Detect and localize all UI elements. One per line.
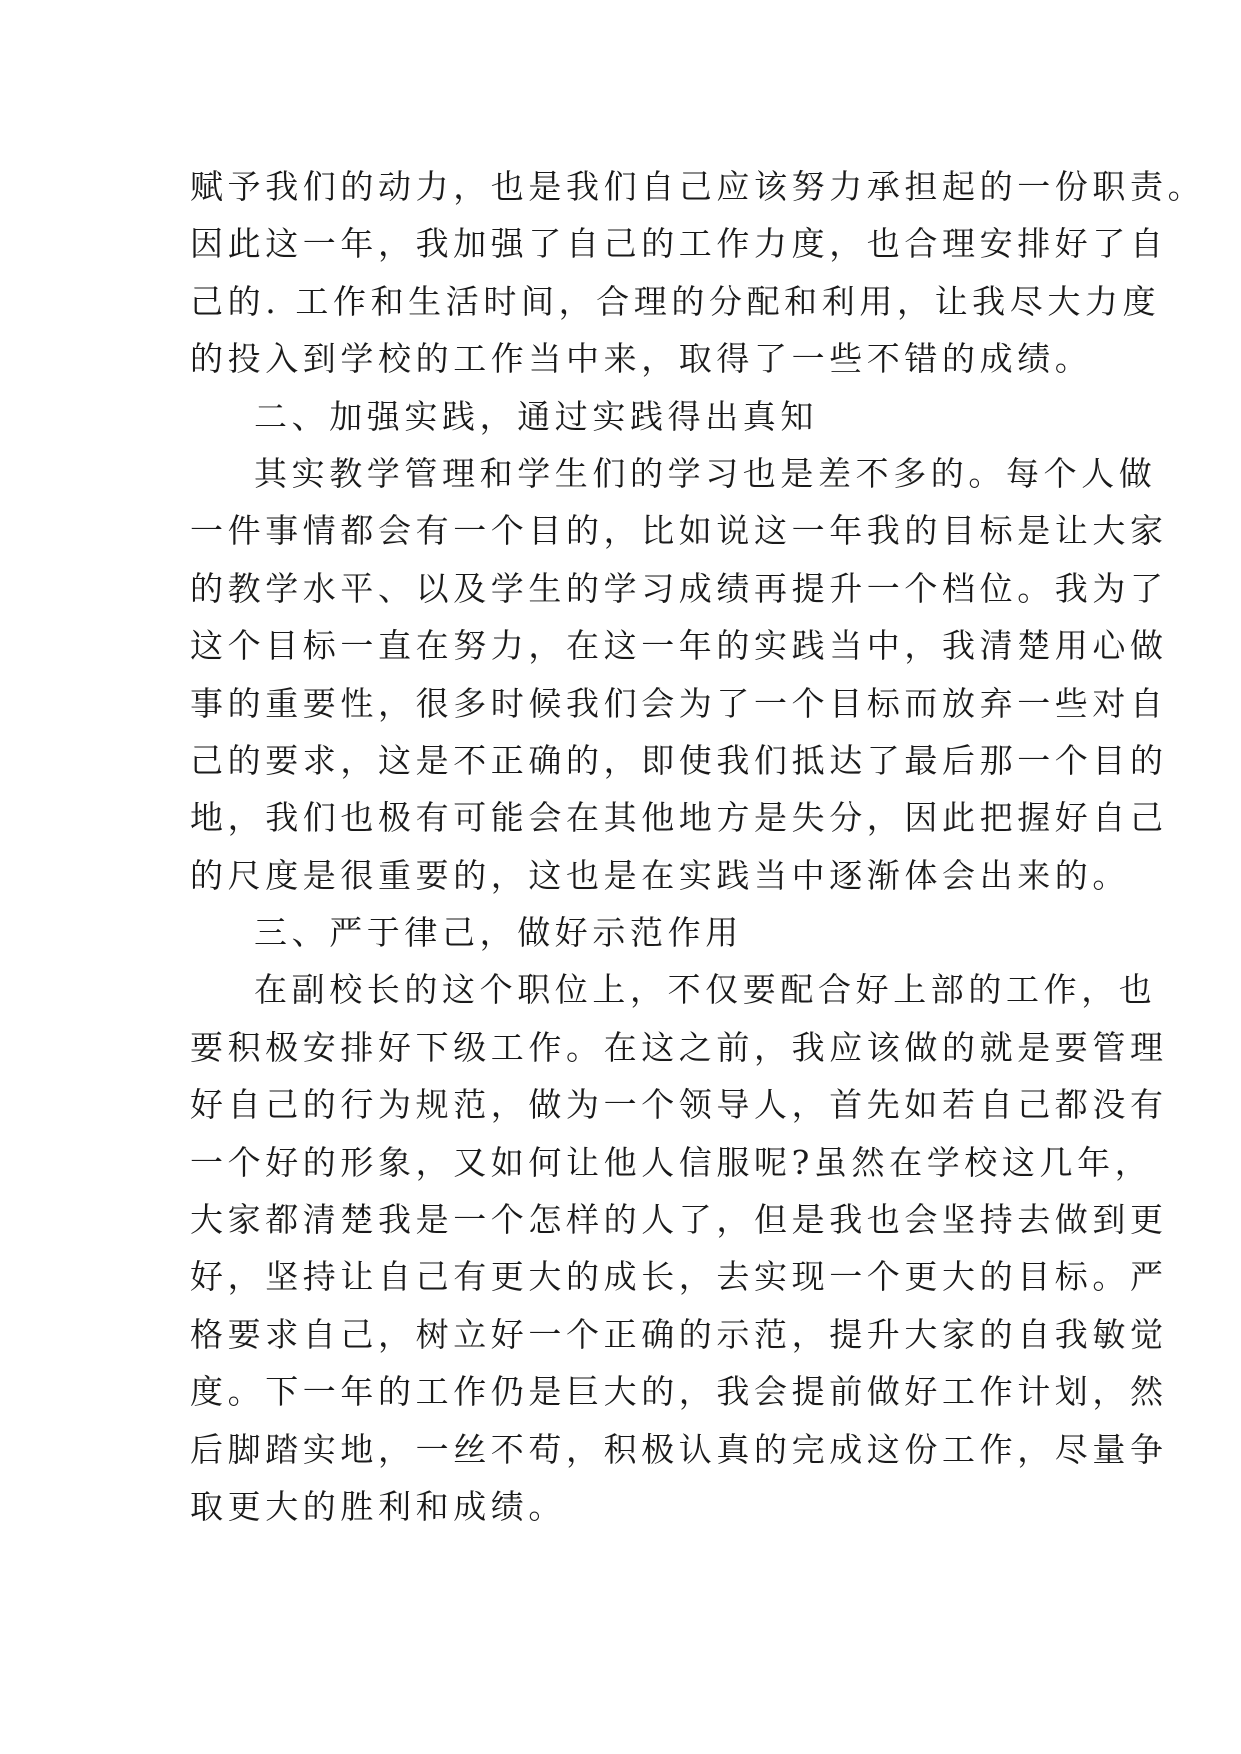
text-line: 取更大的胜利和成绩。	[190, 1486, 566, 1526]
text-line: 地，我们也极有可能会在其他地方是失分，因此把握好自己	[190, 798, 1168, 838]
text-line: 其实教学管理和学生们的学习也是差不多的。每个人做	[254, 453, 1157, 493]
text-line: 一个好的形象，又如何让他人信服呢?虽然在学校这几年，	[190, 1142, 1153, 1182]
section-heading: 三、严于律己，做好示范作用	[254, 913, 743, 953]
text-line: 要积极安排好下级工作。在这之前，我应该做的就是要管理	[190, 1027, 1168, 1067]
document-body	[190, 158, 1206, 1535]
text-line: 大家都清楚我是一个怎样的人了，但是我也会坚持去做到更	[190, 1200, 1168, 1240]
text-line: 的投入到学校的工作当中来，取得了一些不错的成绩。	[190, 339, 1093, 379]
text-line: 赋予我们的动力，也是我们自己应该努力承担起的一份职责。	[190, 167, 1206, 206]
text-line: 的尺度是很重要的，这也是在实践当中逐渐体会出来的。	[190, 855, 1130, 895]
text-line: 一件事情都会有一个目的，比如说这一年我的目标是让大家	[190, 511, 1168, 551]
text-line: 的教学水平、以及学生的学习成绩再提升一个档位。我为了	[190, 568, 1168, 608]
section-heading: 二、加强实践，通过实践得出真知	[254, 396, 818, 436]
text-line: 事的重要性，很多时候我们会为了一个目标而放弃一些对自	[190, 683, 1168, 723]
text-line: 因此这一年，我加强了自己的工作力度，也合理安排好了自	[190, 224, 1168, 264]
text-line: 好自己的行为规范，做为一个领导人，首先如若自己都没有	[190, 1085, 1168, 1125]
text-line: 己的. 工作和生活时间，合理的分配和利用，让我尽大力度	[190, 281, 1161, 321]
text-line: 格要求自己，树立好一个正确的示范，提升大家的自我敏觉	[190, 1314, 1168, 1354]
text-line: 后脚踏实地，一丝不苟，积极认真的完成这份工作，尽量争	[190, 1429, 1168, 1469]
text-line: 好，坚持让自己有更大的成长，去实现一个更大的目标。严	[190, 1257, 1168, 1297]
text-line: 己的要求，这是不正确的，即使我们抵达了最后那一个目的	[190, 740, 1168, 780]
text-line: 度。下一年的工作仍是巨大的，我会提前做好工作计划，然	[190, 1372, 1168, 1412]
text-line: 这个目标一直在努力，在这一年的实践当中，我清楚用心做	[190, 626, 1168, 666]
text-line: 在副校长的这个职位上，不仅要配合好上部的工作，也	[254, 970, 1157, 1010]
